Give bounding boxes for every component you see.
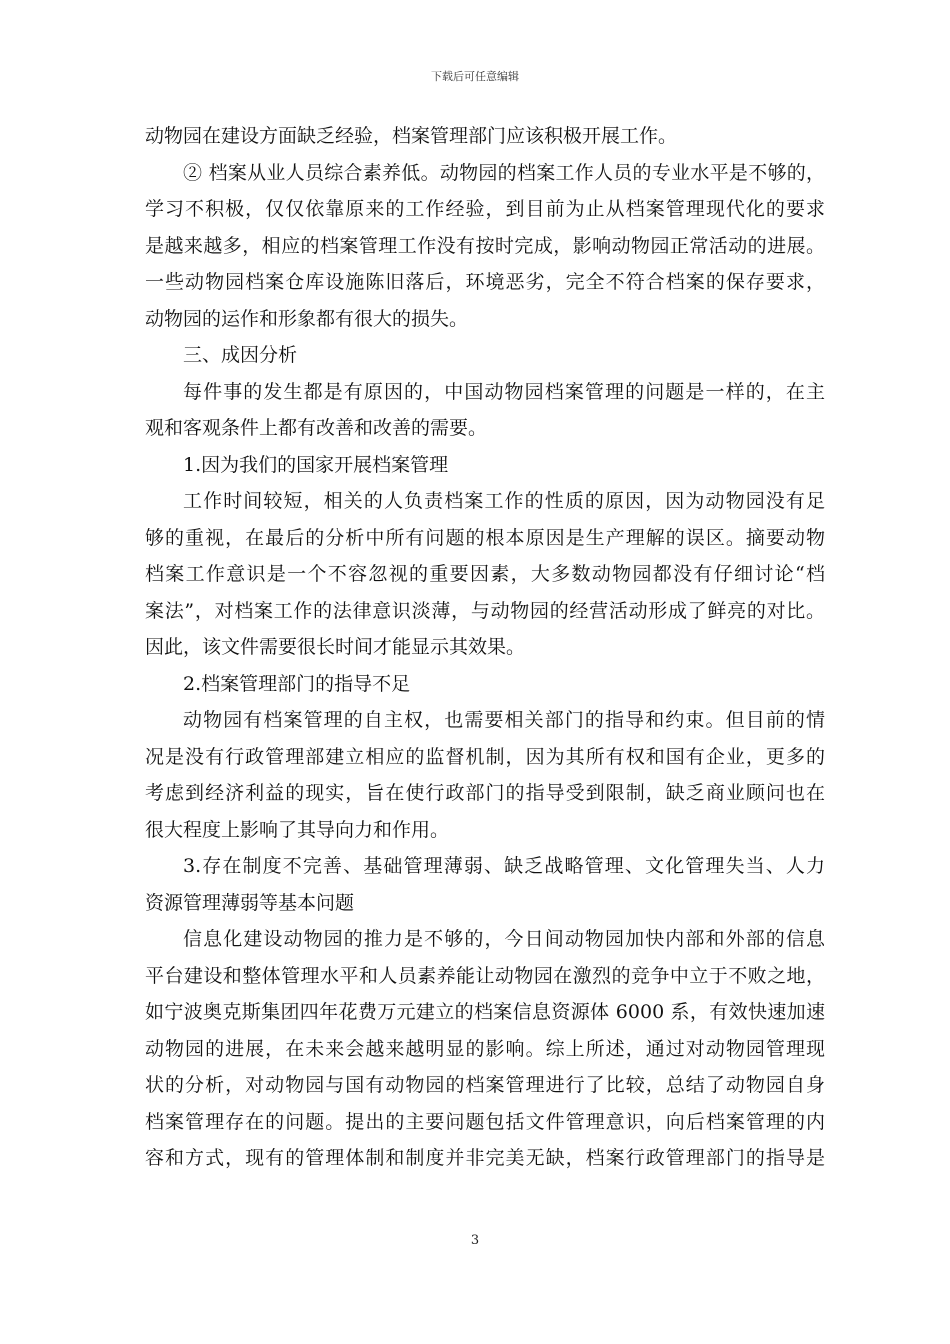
text-line: ② 档案从业人员综合素养低。动物园的档案工作人员的专业水平是不够的， <box>183 161 825 184</box>
text-line: 案法”，对档案工作的法律意识淡薄，与动物园的经营活动形成了鲜亮的对比。 <box>145 599 825 622</box>
text-line: 每件事的发生都是有原因的，中国动物园档案管理的问题是一样的，在主 <box>183 380 825 403</box>
text-line: 况是没有行政管理部建立相应的监督机制，因为其所有权和国有企业，更多的 <box>145 745 825 768</box>
text-line: 学习不积极，仅仅依靠原来的工作经验，到目前为止从档案管理现代化的要求 <box>145 198 825 220</box>
subsection-heading: 3.存在制度不完善、基础管理薄弱、缺乏战略管理、文化管理失当、人力 <box>183 855 825 877</box>
text-line: 容和方式，现有的管理体制和制度并非完美无缺，档案行政管理部门的指导是 <box>145 1147 825 1169</box>
text-line: 如宁波奥克斯集团四年花费万元建立的档案信息资源体 6000 系，有效快速加速 <box>145 1001 825 1023</box>
body-text <box>145 118 825 1177</box>
text-line: 档案工作意识是一个不容忽视的重要因素，大多数动物园都没有仔细讨论“档 <box>145 563 825 585</box>
subsection-heading: 1.因为我们的国家开展档案管理 <box>183 453 449 476</box>
subsection-heading: 2.档案管理部门的指导不足 <box>183 672 411 695</box>
text-line: 平台建设和整体管理水平和人员素养能让动物园在激烈的竞争中立于不败之地， <box>145 964 825 987</box>
text-line: 因此，该文件需要很长时间才能显示其效果。 <box>145 636 526 658</box>
text-line: 动物园有档案管理的自主权，也需要相关部门的指导和约束。但目前的情 <box>183 709 825 731</box>
section-heading: 三、成因分析 <box>183 344 298 366</box>
subsection-heading: 资源管理薄弱等基本问题 <box>145 891 355 914</box>
text-line: 信息化建设动物园的推力是不够的，今日间动物园加快内部和外部的信息 <box>183 928 825 950</box>
text-line: 很大程度上影响了其导向力和作用。 <box>145 818 450 841</box>
text-line: 状的分析，对动物园与国有动物园的档案管理进行了比较，总结了动物园自身 <box>145 1074 825 1096</box>
page-header: 下载后可任意编辑 <box>431 70 519 83</box>
text-line: 档案管理存在的问题。提出的主要问题包括文件管理意识，向后档案管理的内 <box>145 1110 825 1133</box>
text-line: 考虑到经济利益的现实，旨在使行政部门的指导受到限制，缺乏商业顾问也在 <box>145 782 825 804</box>
text-line: 工作时间较短，相关的人负责档案工作的性质的原因，因为动物园没有足 <box>183 490 825 512</box>
text-line: 是越来越多，相应的档案管理工作没有按时完成，影响动物园正常活动的进展。 <box>145 234 825 257</box>
text-line: 一些动物园档案仓库设施陈旧落后，环境恶劣，完全不符合档案的保存要求， <box>145 271 825 293</box>
text-line: 动物园的运作和形象都有很大的损失。 <box>145 307 469 330</box>
text-line: 动物园的进展，在未来会越来越明显的影响。综上所述，通过对动物园管理现 <box>145 1037 825 1060</box>
text-line: 动物园在建设方面缺乏经验，档案管理部门应该积极开展工作。 <box>145 125 678 147</box>
page-number: 3 <box>470 1233 480 1248</box>
text-line: 观和客观条件上都有改善和改善的需要。 <box>145 417 488 439</box>
text-line: 够的重视，在最后的分析中所有问题的根本原因是生产理解的误区。摘要动物 <box>145 526 825 549</box>
